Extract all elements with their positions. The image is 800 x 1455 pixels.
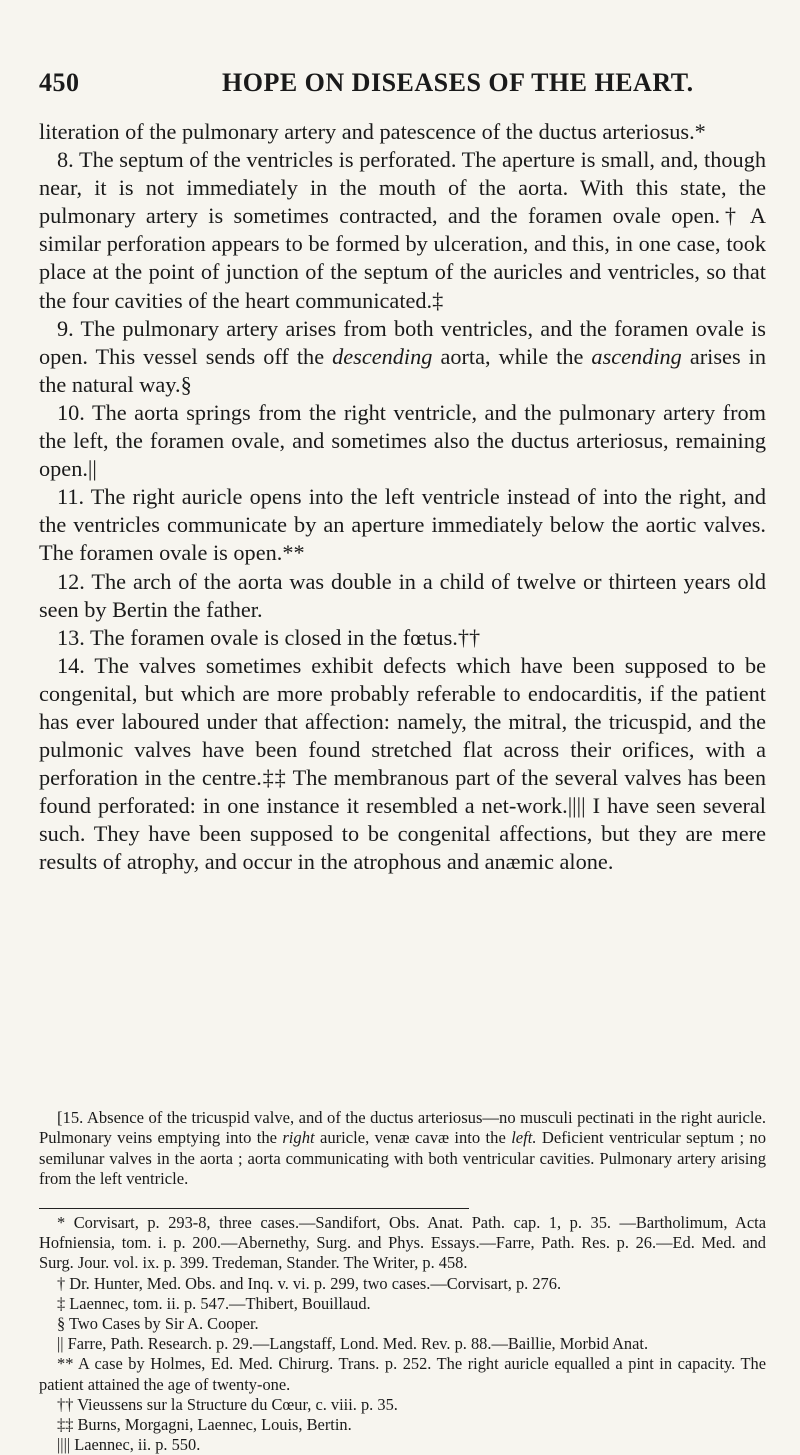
paragraph-9-emphasis-ascending: ascending xyxy=(591,343,682,369)
editor-note-15 xyxy=(39,1108,766,1190)
note-15-paragraph xyxy=(39,1108,766,1190)
footnote-rule xyxy=(39,1208,469,1209)
footnotes xyxy=(39,1213,766,1455)
paragraph-9-emphasis-descending: descending xyxy=(332,343,433,369)
note-15-text-b: auricle, venæ cavæ into the xyxy=(314,1128,512,1148)
paragraph-9 xyxy=(39,315,766,399)
footnote: || Farre, Path. Research. p. 29.—Langstaff, Lond. Med. Rev. p. 88.—Baillie, Morbid Anat. xyxy=(57,1334,649,1354)
footnote: ** A case by Holmes, Ed. Med. Chirurg. Trans. p. 252. The right auricle equalled a pint in capacity. The patient attained the age of twenty-one. xyxy=(39,1354,766,1394)
paragraph-9-text-b: aorta, while the xyxy=(432,343,592,369)
running-head: HOPE ON DISEASES OF THE HEART. xyxy=(222,68,694,97)
page-number: 450 xyxy=(39,68,80,97)
footnote: †† Vieussens sur la Structure du Cœur, c. viii. p. 35. xyxy=(57,1394,398,1414)
paragraph-12: 12. The arch of the aorta was double in a child of twelve or thirteen years old seen by Bertin the father. xyxy=(39,568,766,622)
footnote: * Corvisart, p. 293-8, three cases.—Sandifort, Obs. Anat. Path. cap. 1, p. 35. —Bartholimum, Acta Hofniensia, tom. i. p. 200.—Abernethy, Surg. and Phys. Essays.—Farre, Path. Res. p. 26.—Ed. Med. and Surg. Jour. vol. ix. p. 399. Tredeman, Stander. The Writer, p. 458. xyxy=(39,1213,766,1273)
paragraph-continuation: literation of the pulmonary artery and patescence of the ductus arteriosus.* xyxy=(39,119,706,144)
note-15-text-a: [15. Absence of the tricuspid valve, and of the ductus arteriosus—no musculi pectinati in the right auricle. Pulmonary veins emptying into the xyxy=(39,1108,766,1148)
note-15-text-c: Deficient ventricular septum ; no semilunar valves in the aorta ; aorta communicating with both ventricular cavities. Pulmonary artery arising from the left ventricle. xyxy=(39,1128,766,1189)
footnote: § Two Cases by Sir A. Cooper. xyxy=(57,1314,259,1334)
paragraph-10: 10. The aorta springs from the right ventricle, and the pulmonary artery from the left, the foramen ovale, and sometimes also the ductus arteriosus, remaining open.|| xyxy=(39,399,766,482)
paragraph-9-text-a: 9. The pulmonary artery arises from both ventricles, and the foramen ovale is open. This vessel sends off the xyxy=(39,315,766,369)
paragraph-14: 14. The valves sometimes exhibit defects which have been supposed to be congenital, but which are more probably referable to endocarditis, if the patient has ever laboured under that affection: namely, the mitral, the tricuspid, and the pulmonic valves have been found stretched flat across their orifices, with a perforation in the centre.‡‡ The membranous part of the several valves has been found perforated: in one instance it resembled a net-work.|||| I have seen several such. They have been supposed to be congenital affections, but they are mere results of atrophy, and occur in the atrophous and anæmic alone. xyxy=(39,652,766,875)
page-header xyxy=(0,68,800,108)
footnote: † Dr. Hunter, Med. Obs. and Inq. v. vi. p. 299, two cases.—Corvisart, p. 276. xyxy=(57,1273,562,1293)
paragraph-13: 13. The foramen ovale is closed in the fœtus.†† xyxy=(57,624,481,650)
body-text xyxy=(39,118,766,877)
footnote: |||| Laennec, ii. p. 550. xyxy=(57,1435,201,1455)
paragraph-8: 8. The septum of the ventricles is perforated. The aperture is small, and, though near, it is not immediately in the mouth of the aorta. With this state, the pulmonary artery is sometimes contracted, and the foramen ovale open.† A similar perforation appears to be formed by ulceration, and this, in one case, took place at the point of junction of the septum of the auricles and ventricles, so that the four cavities of the heart communicated.‡ xyxy=(39,147,766,313)
note-15-emphasis-left: left. xyxy=(511,1128,537,1148)
paragraph-11: 11. The right auricle opens into the left ventricle instead of into the right, and the ventricles communicate by an aperture immediately below the aortic valves. The foramen ovale is open.** xyxy=(39,484,766,566)
footnote: ‡ Laennec, tom. ii. p. 547.—Thibert, Bouillaud. xyxy=(57,1293,371,1313)
note-15-emphasis-right: right xyxy=(282,1128,315,1148)
footnote: ‡‡ Burns, Morgagni, Laennec, Louis, Bertin. xyxy=(57,1415,352,1435)
paragraph-9-text-c: arises in the natural way.§ xyxy=(39,343,766,397)
